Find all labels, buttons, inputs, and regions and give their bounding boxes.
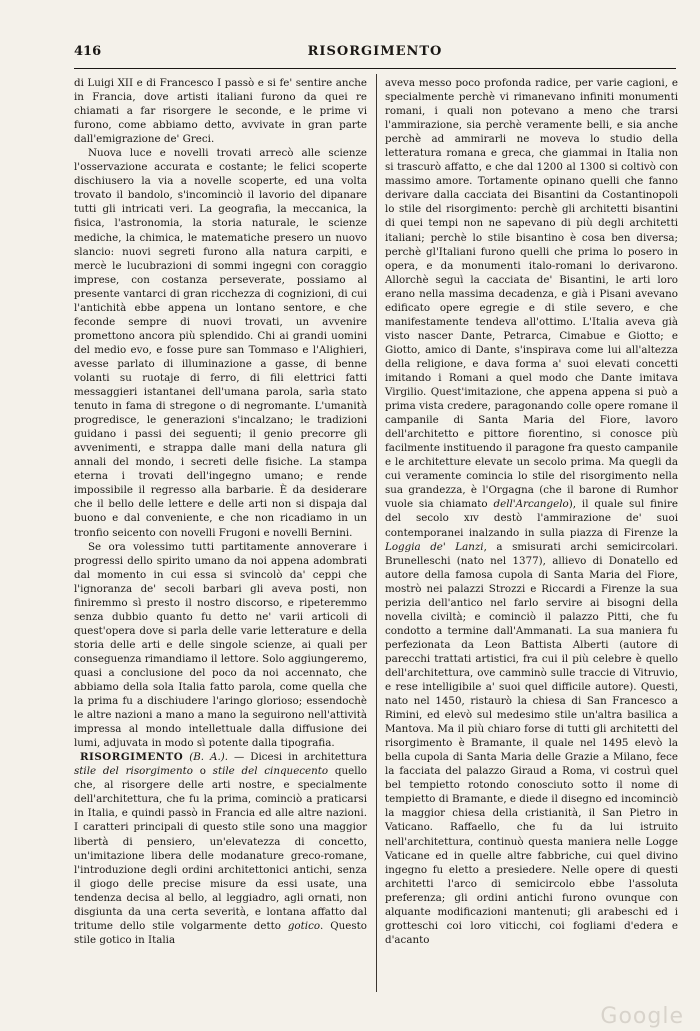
- text-run: aveva messo poco profonda radice, per varie cagioni, e specialmente perchè vi rimanevano infiniti monumenti romani, i quali non potevano a meno che trarsi l'ammirazione, sia perchè veramente belli, e sia anche perchè ad ammirarli ne moveva lo studio della letteratura romana e greca, che giammai in Italia non si trascurò affatto, e che dal 1200 al 1300 si coltivò con massimo amore. Tortamente opinano quelli che fanno derivare dalla cacciata dei Bisantini da Costantinopoli lo stile del risorgimento: perchè gli architetti bisantini di quei tempi non ne sapevano di più degli architetti italiani; perchè lo stile bisantino è cosa ben diversa; perchè gl'Italiani furono quelli che prima lo posero in opera, e da monumenti italo-romani lo derivarono. Allorchè seguì la cacciata de' Bisantini, le arti loro erano nella massima decadenza, e già i Pisani avevano edificato opere egregie e di stile severo, e che manifestamente tendeva all'ottimo. L'Italia aveva già visto nascer Dante, Petrarca, Cimabue e Giotto; e Giotto, amico di Dante, s'inspirava come lui all'altezza della religione, e dava forma a' suoi elevati concetti imitando i Romani a quel modo che Dante imitava Virgilio. Quest'imitazione, che appena appena si può a prima vista credere, paragonando colle opere romane il campanile di Santa Maria del Fiore, lavoro dell'architetto e pittore fiorentino, si conosce più facilmente instituendo il paragone fra questo campanile e le architetture elevate un secolo prima. Ma quegli da cui veramente comincia lo stile del risorgimento nella sua grandezza, è l'Orgagna (che il barone di Rumhor vuole sia chiamato: [385, 77, 679, 511]
- running-title: RISORGIMENTO: [307, 44, 443, 59]
- paragraph: di Luigi XII e di Francesco I passò e si fe' sentire anche in Francia, dove artisti italiani furono da quei re chiamati a far risorgere le seconde, e le prime vi furono, come abbiamo detto, avvivate in gran parte dall'emigrazione de' Greci.: [74, 77, 367, 146]
- italic-term: dell'Arcangelo: [493, 498, 569, 511]
- italic-term: Loggia de' Lanzi: [385, 540, 484, 553]
- page-number: 416: [74, 44, 102, 59]
- entry-text: . Questo stile gotico in Italia: [74, 919, 367, 946]
- entry-text: o: [192, 765, 213, 778]
- paragraph: Se ora volessimo tutti partitamente annoverare i progressi dello spirito umano da noi appena adombrati dal momento in cui essa si svincolò da' ceppi che l'ignoranza de' secoli barbari gli aveva posti, non finiremmo sì presto il nostro discorso, e ripeteremmo senza dubbio quanto fu detto ne' varii articoli di quest'opera dove si parla delle varie letterature e della storia delle arti e delle singole scienze, ai quali per conseguenza rimandiamo il lettore. Solo aggiungeremo, quasi a conclusione del poco da noi accennato, che abbiamo della sola Italia fatto parola, come quella che la prima fu a dischiudere l'aringo glorioso; essendochè le altre nazioni a mano a mano la seguirono nell'attività impressa al mondo intellettuale dalla diffusione dei lumi, adjuvata in modo sì potente dalla tipografia.: [74, 540, 367, 750]
- dictionary-entry: [74, 750, 367, 947]
- page-header: [74, 42, 676, 69]
- left-column: [74, 76, 367, 947]
- text-run: , a smisurati archi semicircolari. Brunelleschi (nato nel 1377), allievo di Donatello ed autore della famosa cupola di Santa Maria del Fiore, mostrò nei palazzi Strozzi e Riccardi a Firenze la sua perizia dell'antico nel farlo servire ai bisogni della novella civiltà; e cominciò il palazzo Pitti, che fu condotto a termine dall'Ammanati. La sua maniera fu perfezionata da Leon Battista Alberti (autore di parecchi trattati artistici, fra cui il più celebre è quello dell'architettura, ove camminò sulle traccie di Vitruvio, e rese intelligibile a' suoi quel difficile autore). Questi, nato nel 1450, ristaurò la chiesa di San Francesco a Rimini, ed elevò sul medesimo stile un'altra basilica a Mantova. Ma il più chiaro forse di tutti gli architetti del risorgimento è Bramante, il quale nel 1495 elevò la bella cupola di Santa Maria delle Grazie a Milano, fece la facciata del palazzo Giraud a Roma, vi costruì quel bel tempietto rotondo conosciuto sotto il nome di tempietto di Bramante, e diede il disegno ed incominciò la maggior chiesa della cristianità, il San Pietro in Vaticano. Raffaello, che fu da lui istruito nell'architettura, continuò questa maniera nelle Logge Vaticane ed in quelle altre fabbriche, cui quel divino ingegno fu eletto a presiedere. Nelle opere di questi architetti l'arco di semicircolo ebbe l'assoluta preferenza; gli ordini antichi furono ovunque con alquante modificazioni mantenuti; gli arabeschi ed i grotteschi coi loro viticchi, coi fogliami d'edera e d'acanto: [385, 540, 678, 946]
- entry-abbreviation: (B. A.).: [189, 751, 229, 764]
- right-column: [385, 76, 678, 947]
- entry-text: — Dicesi in architettura: [228, 751, 367, 764]
- entry-text: quello che, al risorgere delle arti nostre, e specialmente dell'architettura, che fu la prima, cominciò a praticarsi in Italia, e quindi passò in Francia ed alle altre nazioni. I caratteri principali di questo stile sono una maggior libertà di pensiero, un'elevatezza di concetto, un'imitazione libera delle modanature greco-romane, l'introduzione degli ordini architettonici antichi, senza il giogo delle precise misure da essi usate, una tendenza decisa al bello, al leggiadro, agli ornati, non disgiunta da una certa severità, e lontana affatto dal tritume dello stile volgarmente detto: [74, 765, 367, 932]
- text-run: ), il quale sul finire del secolo xɪv destò l'ammirazione de' suoi contemporanei inalzando in sulla piazza di Firenze la: [385, 498, 678, 539]
- paragraph: Nuova luce e novelli trovati arrecò alle scienze l'osservazione accurata e costante; le felici scoperte dischiusero la via a novelle scoperte, ed una volta trovato il bandolo, s'incominciò il lavorio del dipanare tutti gli intricati veri. La geografia, la meccanica, la fisica, l'astronomia, la storia naturale, le scienze mediche, la chimica, le matematiche presero un nuovo slancio: nuovi segreti furono alla natura carpiti, e mercè le lucubrazioni di sommi ingegni con coraggio imprese, con costanza perseverate, possiamo al presente vantarci di gran ricchezza di cognizioni, di cui l'antichità ebbe appena un lontano sentore, e che feconde sempre di nuovi trovati, un avvenire promettono ancora più splendido. Chi ai grandi uomini del medio evo, e fosse pure san Tommaso e l'Alighieri, avesse parlato di illuminazione a gasse, di benne volanti su ruotaje di ferro, di fili elettrici fatti messaggieri istantanei dell'umana parola, sarìa stato tenuto in fama di stregone o di negromante. L'umanità progredisce, le generazioni s'incalzano; le tradizioni guidano i passi dei seguenti; il genio precorre gli avvenimenti, e strappa dalle mani della natura gli annali del mondo, i secreti delle fisiche. La stampa eterna i trovati dell'ingegno umano; e rende impossibile il regresso alla barbarie. È da desiderare che il bello delle lettere e delle arti non si dispaja dal buono e dal conveniente, e che non ricadiamo in un tronfio seicento con novelli Frugoni e novelli Bernini.: [74, 147, 367, 539]
- entry-headword: RISORGIMENTO: [80, 751, 184, 764]
- entry-term: gotico: [287, 919, 321, 932]
- watermark: Google: [600, 1004, 684, 1029]
- entry-term: stile del risorgimento: [74, 765, 193, 778]
- entry-term: stile del cinquecento: [212, 765, 329, 778]
- paragraph: [385, 76, 678, 947]
- column-divider: [376, 74, 377, 992]
